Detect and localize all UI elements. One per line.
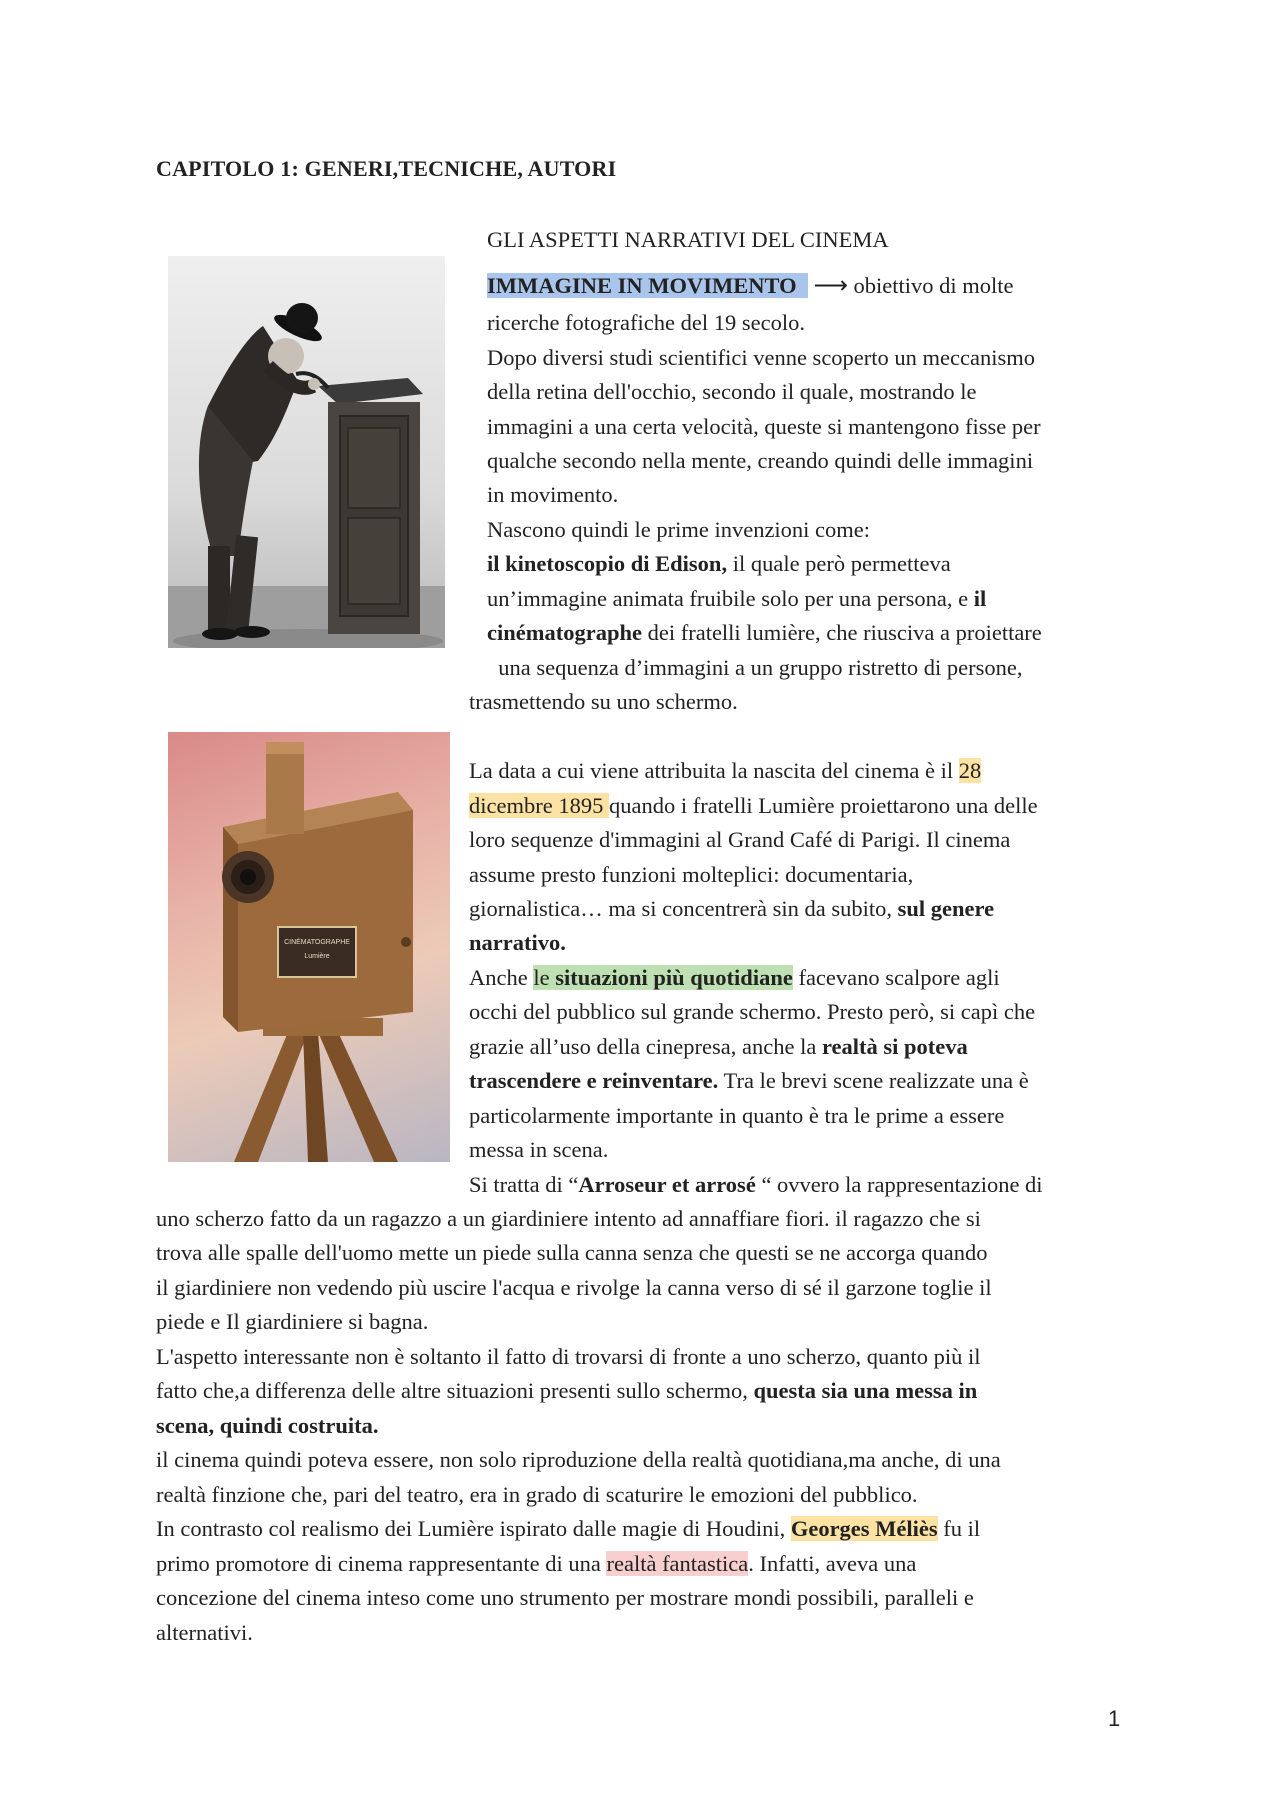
text-span: Tra le brevi scene realizzate una è: [718, 1068, 1029, 1093]
text-span: giornalistica… ma si concentrerà sin da subito,: [469, 896, 898, 921]
section-title: GLI ASPETTI NARRATIVI DEL CINEMA: [487, 227, 889, 252]
text-span: fatto che,a differenza delle altre situazioni presenti sullo schermo,: [156, 1378, 754, 1403]
text-line: in movimento.: [487, 482, 619, 507]
svg-text:Lumière: Lumière: [304, 953, 330, 960]
text-line: assume presto funzioni molteplici: documentaria,: [469, 862, 914, 887]
text-span: obiettivo di molte: [853, 273, 1014, 298]
text-span: fu il: [937, 1516, 981, 1541]
text-line: alternativi.: [156, 1620, 253, 1645]
text-line: [156, 1374, 977, 1408]
text-span: un’immagine animata fruibile solo per una persona, e: [487, 586, 974, 611]
chapter-heading: CAPITOLO 1: GENERI,TECNICHE, AUTORI: [156, 156, 617, 181]
text-span: le: [533, 965, 556, 990]
text-line: trova alle spalle dell'uomo mette un piede sulla canna senza che questi se ne accorga quando: [156, 1240, 988, 1265]
text-line: immagini a una certa velocità, queste si mantengono fisse per: [487, 414, 1041, 439]
highlight-situazioni: [533, 965, 792, 990]
text-line: [469, 754, 981, 788]
text-line: piede e Il giardiniere si bagna.: [156, 1309, 429, 1334]
text-span: il quale però permetteva: [727, 551, 951, 576]
text-line: della retina dell'occhio, secondo il quale, mostrando le: [487, 379, 977, 404]
text-line: qualche secondo nella mente, creando quindi delle immagini: [487, 448, 1034, 473]
text-line: uno scherzo fatto da un ragazzo a un giardiniere intento ad annaffiare fiori. il ragazzo che si: [156, 1206, 981, 1231]
text-span: grazie all’uso della cinepresa, anche la: [469, 1034, 822, 1059]
text-span: il: [973, 586, 987, 611]
text-span: In contrasto col realismo dei Lumière ispirato dalle magie di Houdini,: [156, 1516, 791, 1541]
text-line: il cinema quindi poteva essere, non solo riproduzione della realtà quotidiana,ma anche, di una: [156, 1447, 1001, 1472]
text-span: Si tratta di “: [469, 1172, 579, 1197]
svg-text:CINÉMATOGRAPHE: CINÉMATOGRAPHE: [284, 939, 350, 946]
highlight-date: dicembre 1895: [469, 793, 609, 818]
cinematographe-illustration: [168, 732, 450, 1162]
text-line: [469, 1030, 968, 1064]
text-span: dei fratelli lumière, che riusciva a proiettare: [641, 620, 1042, 645]
text-line: trasmettendo su uno schermo.: [469, 689, 738, 714]
cinematographe-photo: [168, 732, 450, 1162]
text-span: realtà si poteva: [821, 1034, 968, 1059]
text-line: narrativo.: [469, 930, 566, 955]
text-span: cinématographe: [487, 620, 642, 645]
text-line: [487, 547, 951, 581]
highlight-immagine-in-movimento: [487, 273, 808, 298]
text-span: questa sia una messa in: [753, 1378, 978, 1403]
text-line: loro sequenze d'immagini al Grand Café di Parigi. Il cinema: [469, 827, 1011, 852]
text-span: IMMAGINE IN MOVIMENTO: [487, 273, 797, 298]
text-span: La data a cui viene attribuita la nascita del cinema è il: [469, 758, 959, 783]
text-span: Arroseur et arrosé: [578, 1172, 756, 1197]
text-line: concezione del cinema inteso come uno strumento per mostrare mondi possibili, paralleli e: [156, 1585, 974, 1610]
text-line: [487, 268, 1013, 303]
text-span: primo promotore di cinema rappresentante di una: [156, 1551, 607, 1576]
arrow-right-icon: ⟶: [813, 271, 848, 299]
text-line: [487, 616, 1042, 650]
text-line: ricerche fotografiche del 19 secolo.: [487, 310, 805, 335]
text-line: occhi del pubblico sul grande schermo. Presto però, si capì che: [469, 999, 1036, 1024]
text-line: [469, 961, 1000, 995]
text-line: realtà finzione che, pari del teatro, era in grado di scaturire le emozioni del pubblico.: [156, 1482, 918, 1507]
text-line: [469, 1168, 1043, 1202]
text-line: [469, 892, 994, 926]
text-line: messa in scena.: [469, 1137, 609, 1162]
text-span: quando i fratelli Lumière proiettarono una delle: [608, 793, 1038, 818]
text-line: [487, 582, 986, 616]
text-line: particolarmente importante in quanto è tra le prime a essere: [469, 1103, 1005, 1128]
text-line: Dopo diversi studi scientifici venne scoperto un meccanismo: [487, 345, 1035, 370]
highlight-melies: Georges Méliès: [790, 1516, 938, 1541]
text-span: trascendere e reinventare.: [469, 1068, 719, 1093]
text-span: facevano scalpore agli: [792, 965, 1000, 990]
highlight-realta-fantastica: realtà fantastica: [606, 1551, 749, 1576]
text-span: Anche: [469, 965, 534, 990]
page-number: 1: [1108, 1706, 1121, 1731]
text-line: [156, 1512, 980, 1546]
text-span: il kinetoscopio di Edison,: [487, 551, 728, 576]
text-line: [156, 1547, 916, 1581]
text-line: [469, 1064, 1029, 1098]
text-line: una sequenza d’immagini a un gruppo ristretto di persone,: [487, 655, 1023, 680]
text-span: situazioni più quotidiane: [555, 965, 793, 990]
text-span: sul genere: [897, 896, 995, 921]
text-span: “ ovvero la rappresentazione di: [755, 1172, 1043, 1197]
kinetoscope-photo: [168, 256, 445, 648]
text-line: il giardiniere non vedendo più uscire l'acqua e rivolge la canna verso di sé il garzone toglie il: [156, 1275, 992, 1300]
text-line: scena, quindi costruita.: [156, 1413, 379, 1438]
text-line: L'aspetto interessante non è soltanto il fatto di trovarsi di fronte a uno scherzo, quanto più il: [156, 1344, 981, 1369]
kinetoscope-illustration: [168, 256, 445, 648]
text-line: [469, 789, 1038, 823]
highlight-date: 28: [958, 758, 982, 783]
text-span: . Infatti, aveva una: [748, 1551, 917, 1576]
text-line: Nascono quindi le prime invenzioni come:: [487, 517, 871, 542]
